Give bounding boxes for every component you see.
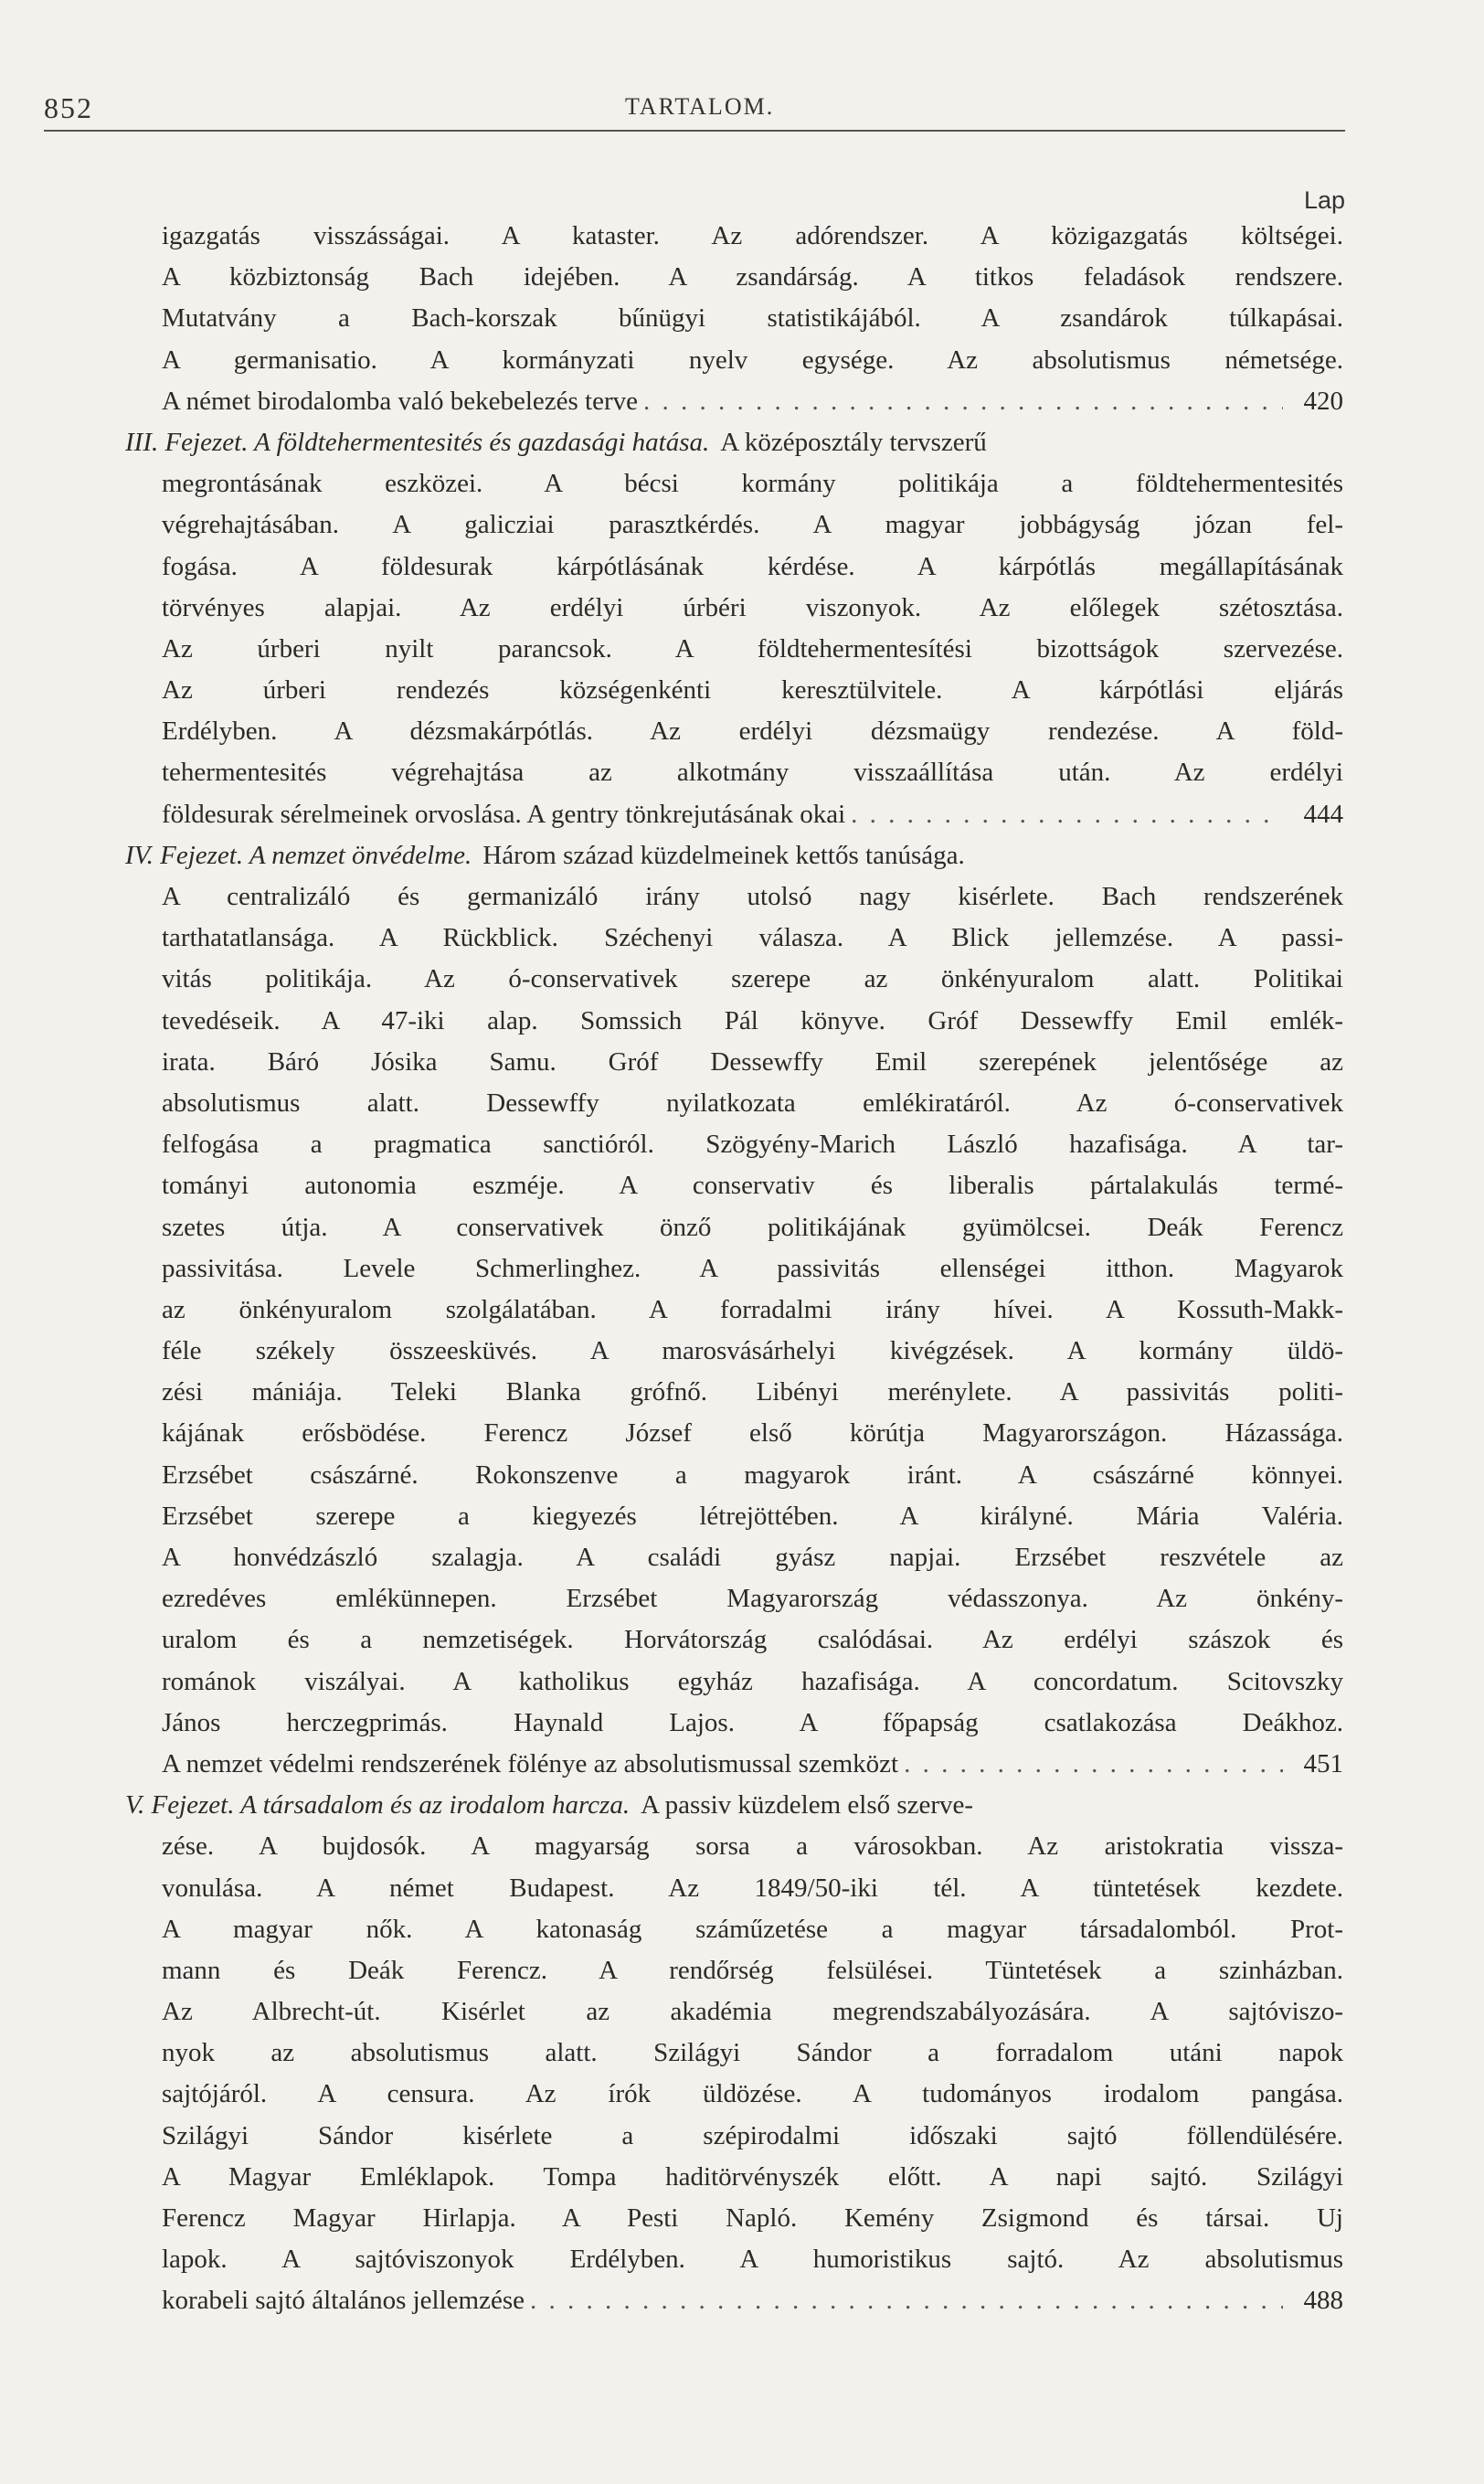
entry-line: az önkényuralom szolgálatában. A forradalmi irány hívei. A Kossuth-Makk- bbox=[162, 1294, 1343, 1324]
entry-line: féle székely összeesküvés. A marosvásárhelyi kivégzések. A kormány üldö- bbox=[162, 1336, 1343, 1366]
entry-line: Erdélyben. A dézsmakárpótlás. Az erdélyi dézsmaügy rendezése. A föld- bbox=[162, 717, 1343, 747]
lap-column-label: Lap bbox=[1303, 186, 1345, 214]
entry-line: irata. Báró Jósika Samu. Gróf Dessewffy Emil szerepének jelentősége az bbox=[162, 1046, 1343, 1077]
entry-line: János herczegprimás. Haynald Lajos. A főpapság csatlakozása Deákhoz. bbox=[162, 1707, 1343, 1737]
toc-entry bbox=[125, 835, 1343, 1785]
entry-line: Erzsébet szerepe a kiegyezés létrejöttében. A királyné. Mária Valéria. bbox=[162, 1501, 1343, 1531]
entry-line: megrontásának eszközei. A bécsi kormány politikája a földtehermentesités bbox=[162, 469, 1343, 499]
entry-line: Három század küzdelmeinek kettős tanúsága. bbox=[482, 840, 965, 870]
entry-line: szetes útja. A conservativek önző politikájának gyümölcsei. Deák Ferencz bbox=[162, 1212, 1343, 1242]
entry-line: tarthatatlansága. A Rückblick. Széchenyi válasza. A Blick jellemzése. A passi- bbox=[162, 923, 1343, 953]
entry-line: zési mániája. Teleki Blanka grófnő. Libényi merénylete. A passivitás politi- bbox=[162, 1377, 1343, 1407]
entry-line: A germanisatio. A kormányzati nyelv egysége. Az absolutismus németsége. bbox=[162, 345, 1343, 375]
entry-line: Az úrberi nyilt parancsok. A földtehermentesítési bizottságok szervezése. bbox=[162, 633, 1343, 663]
entry-last-line: A német birodalomba való bekebelezés terve bbox=[162, 386, 638, 416]
toc-entry bbox=[125, 422, 1343, 835]
entry-page-number: 451 bbox=[1303, 1748, 1343, 1778]
entry-line: absolutismus alatt. Dessewffy nyilatkozata emlékiratáról. Az ó-conservativek bbox=[162, 1088, 1343, 1118]
toc-entry bbox=[162, 216, 1343, 422]
entry-line: A passiv küzdelem első szerve- bbox=[641, 1790, 974, 1821]
entry-line: lapok. A sajtóviszonyok Erdélyben. A humoristikus sajtó. Az absolutismus bbox=[162, 2245, 1343, 2275]
entry-page-number: 420 bbox=[1303, 386, 1343, 416]
entry-line: A centralizáló és germanizáló irány utolsó nagy kisérlete. Bach rendszerének bbox=[162, 882, 1343, 911]
entry-line: Ferencz Magyar Hirlapja. A Pesti Napló. Kemény Zsigmond és társai. Uj bbox=[162, 2203, 1343, 2233]
entry-line: nyok az absolutismus alatt. Szilágyi Sándor a forradalom utáni napok bbox=[162, 2038, 1343, 2068]
toc-entry bbox=[125, 1785, 1343, 2321]
dot-leader bbox=[851, 794, 1283, 835]
entry-line: A honvédzászló szalagja. A családi gyász napjai. Erzsébet reszvétele az bbox=[162, 1543, 1343, 1572]
table-of-contents bbox=[125, 216, 1343, 2322]
entry-line: kájának erősbödése. Ferencz József első körútja Magyarországon. Házassága. bbox=[162, 1418, 1343, 1449]
entry-page-number: 444 bbox=[1303, 799, 1343, 829]
entry-last-line: A nemzet védelmi rendszerének fölénye az absolutismussal szemközt bbox=[162, 1748, 899, 1778]
dot-leader bbox=[904, 1744, 1283, 1785]
chapter-title: III. Fejezet. A földtehermentesités és gazdasági hatása. bbox=[125, 427, 710, 457]
entry-line: törvényes alapjai. Az erdélyi úrbéri viszonyok. Az előlegek szétosztása. bbox=[162, 592, 1343, 622]
header-rule bbox=[44, 130, 1345, 132]
entry-line: A közbiztonság Bach idejében. A zsandárság. A titkos feladások rendszere. bbox=[162, 262, 1343, 292]
entry-line: sajtójáról. A censura. Az írók üldözése. A tudományos irodalom pangása. bbox=[162, 2079, 1343, 2109]
entry-line: vitás politikája. Az ó-conservativek szerepe az önkényuralom alatt. Politikai bbox=[162, 964, 1343, 994]
entry-last-line: földesurak sérelmeinek orvoslása. A gentry tönkrejutásának okai bbox=[162, 799, 846, 829]
entry-last-line: korabeli sajtó általános jellemzése bbox=[162, 2286, 525, 2316]
entry-line: mann és Deák Ferencz. A rendőrség felsülései. Tüntetések a szinházban. bbox=[162, 1955, 1343, 1985]
entry-line: Mutatvány a Bach-korszak bűnügyi statistikájából. A zsandárok túlkapásai. bbox=[162, 303, 1343, 334]
running-title: TARTALOM. bbox=[625, 93, 775, 120]
entry-line: zése. A bujdosók. A magyarság sorsa a városokban. Az aristokratia vissza- bbox=[162, 1831, 1343, 1862]
entry-line: tevedéseik. A 47-iki alap. Somssich Pál könyve. Gróf Dessewffy Emil emlék- bbox=[162, 1005, 1343, 1035]
chapter-title: V. Fejezet. A társadalom és az irodalom harcza. bbox=[125, 1790, 631, 1821]
entry-line: Erzsébet császárné. Rokonszenve a magyarok iránt. A császárné könnyei. bbox=[162, 1460, 1343, 1490]
entry-line: uralom és a nemzetiségek. Horvátország csalódásai. Az erdélyi szászok és bbox=[162, 1625, 1343, 1655]
entry-page-number: 488 bbox=[1303, 2286, 1343, 2316]
entry-line: tományi autonomia eszméje. A conservativ és liberalis pártalakulás termé- bbox=[162, 1171, 1343, 1201]
dot-leader bbox=[530, 2280, 1283, 2321]
entry-line: A Magyar Emléklapok. Tompa haditörvényszék előtt. A napi sajtó. Szilágyi bbox=[162, 2161, 1343, 2192]
entry-line: passivitása. Levele Schmerlinghez. A passivitás ellenségei itthon. Magyarok bbox=[162, 1253, 1343, 1283]
entry-line: ezredéves emlékünnepen. Erzsébet Magyarország védasszonya. Az önkény- bbox=[162, 1584, 1343, 1614]
entry-line: A középosztály tervszerű bbox=[720, 427, 987, 457]
entry-line: Az Albrecht-út. Kisérlet az akadémia megrendszabályozására. A sajtóviszo- bbox=[162, 1997, 1343, 2027]
entry-line: A magyar nők. A katonaság száműzetése a magyar társadalomból. Prot- bbox=[162, 1914, 1343, 1944]
entry-line: felfogása a pragmatica sanctióról. Szögyény-Marich László hazafisága. A tar- bbox=[162, 1130, 1343, 1160]
entry-line: románok viszályai. A katholikus egyház hazafisága. A concordatum. Scitovszky bbox=[162, 1666, 1343, 1696]
entry-line: vonulása. A német Budapest. Az 1849/50-iki tél. A tüntetések kezdete. bbox=[162, 1873, 1343, 1903]
entry-line: fogása. A földesurak kárpótlásának kérdése. A kárpótlás megállapításának bbox=[162, 551, 1343, 581]
entry-line: igazgatás visszásságai. A kataster. Az adórendszer. A közigazgatás költségei. bbox=[162, 221, 1343, 250]
entry-line: végrehajtásában. A galicziai parasztkérdés. A magyar jobbágyság józan fel- bbox=[162, 510, 1343, 540]
entry-line: Szilágyi Sándor kisérlete a szépirodalmi időszaki sajtó föllendülésére. bbox=[162, 2120, 1343, 2150]
dot-leader bbox=[643, 381, 1283, 422]
chapter-title: IV. Fejezet. A nemzet önvédelme. bbox=[125, 840, 472, 870]
entry-line: Az úrberi rendezés községenkénti keresztülvitele. A kárpótlási eljárás bbox=[162, 675, 1343, 706]
entry-line: tehermentesités végrehajtása az alkotmány visszaállítása után. Az erdélyi bbox=[162, 758, 1343, 788]
page-number: 852 bbox=[44, 91, 93, 124]
